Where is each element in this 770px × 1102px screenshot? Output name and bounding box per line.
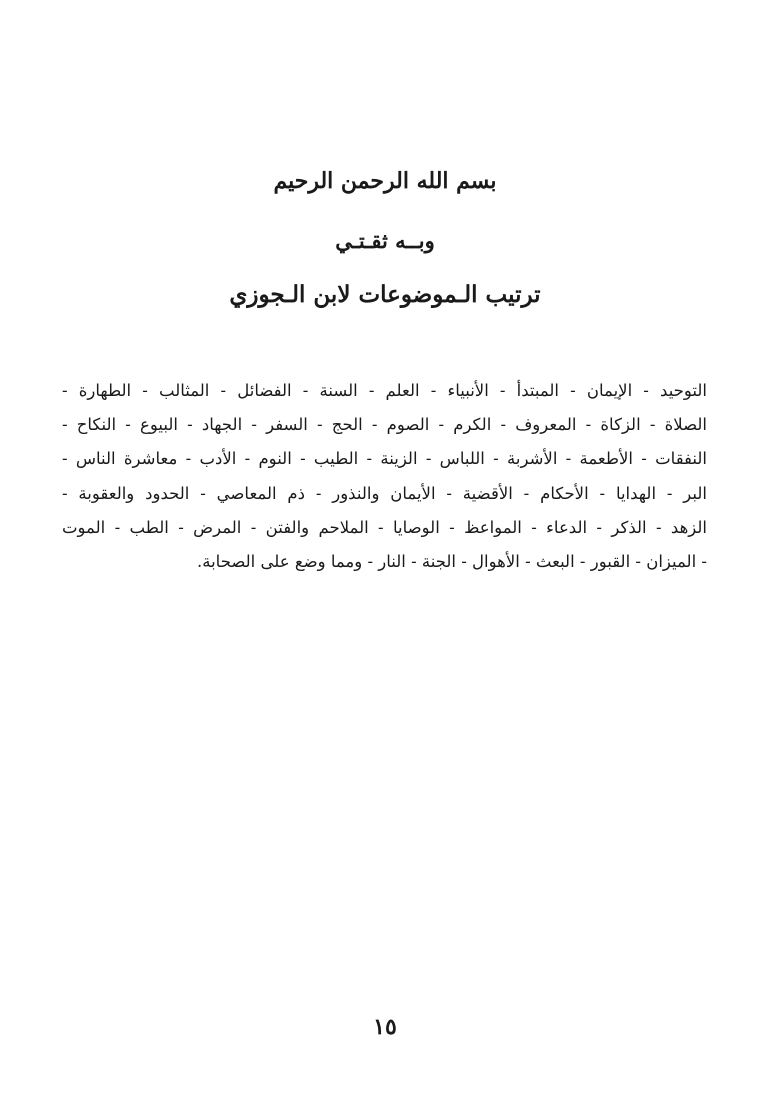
topics-line: الزهد - الذكر - الدعاء - المواعظ - الوصايا - الملاحم والفتن - المرض - الطب - الموت (62, 517, 707, 537)
page-title: ترتيب الـموضوعات لابن الـجوزي (229, 281, 541, 308)
page-number: ١٥ (373, 1014, 397, 1040)
topics-line: النفقات - الأطعمة - الأشربة - اللباس - الزينة - الطيب - النوم - الأدب - معاشرة الناس - (62, 449, 707, 469)
subtitle-heading: وبــه ثقـتـي (335, 228, 435, 253)
topics-line: الصلاة - الزكاة - المعروف - الكرم - الصوم - الحج - السفر - الجهاد - البيوع - النكاح - (62, 415, 707, 435)
topics-line: البر - الهدايا - الأحكام - الأقضية - الأيمان والنذور - ذم المعاصي - الحدود والعقوبة - (62, 483, 707, 503)
basmala-heading: بسم الله الرحمن الرحيم (273, 168, 497, 194)
topics-line: - الميزان - القبور - البعث - الأهوال - الجنة - النار - ومما وضع على الصحابة. (196, 552, 707, 572)
topics-paragraph (62, 374, 707, 579)
topics-line: التوحيد - الإيمان - المبتدأ - الأنبياء - العلم - السنة - الفضائل - المثالب - الطهارة - (62, 381, 707, 400)
